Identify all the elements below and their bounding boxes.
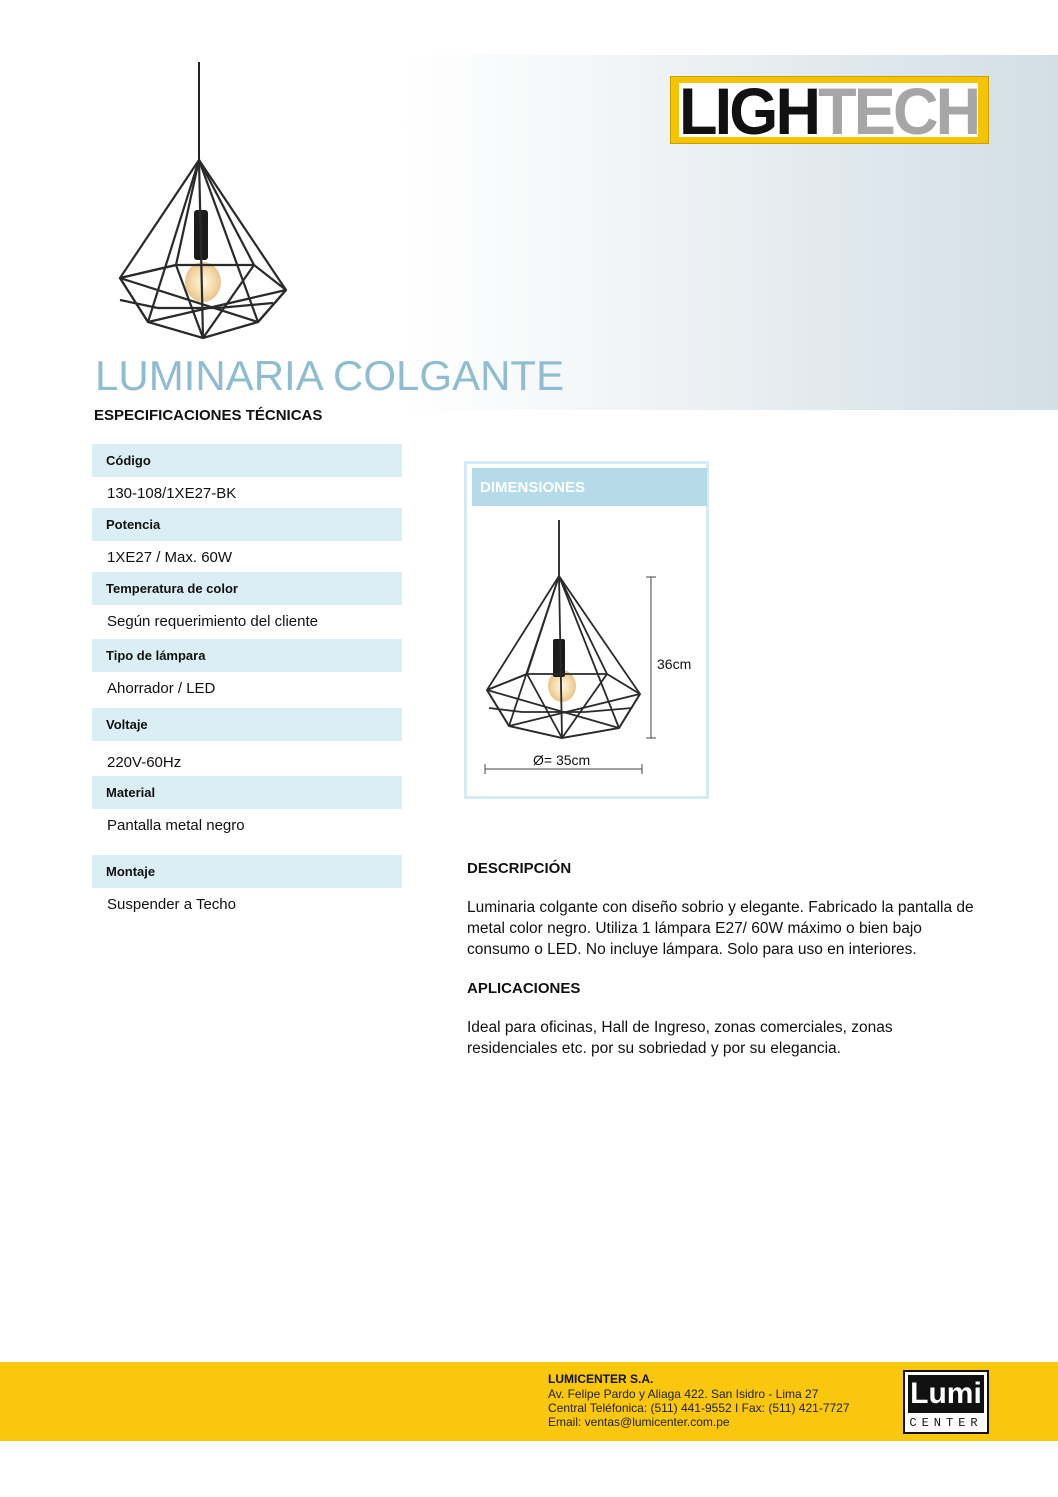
spec-value: 130-108/1XE27-BK	[107, 485, 237, 502]
lightech-logo	[670, 76, 989, 144]
spec-value: Según requerimiento del cliente	[107, 613, 318, 630]
spec-label: Potencia	[92, 508, 402, 541]
lumi-logo-top: Lumi	[908, 1375, 984, 1413]
spec-montaje	[92, 855, 402, 913]
footer-email[interactable]: Email: ventas@lumicenter.com.pe	[548, 1415, 730, 1429]
dimensions-heading: DIMENSIONES	[472, 468, 707, 506]
spec-value: Suspender a Techo	[107, 896, 236, 913]
spec-codigo	[92, 444, 402, 502]
lumi-logo-bottom: CENTER	[909, 1416, 983, 1430]
applications-heading: APLICACIONES	[467, 980, 581, 997]
footer-band	[0, 1362, 1058, 1441]
spec-label: Voltaje	[92, 708, 402, 741]
lumicenter-logo	[903, 1370, 989, 1434]
footer-phone: Central Teléfonica: (511) 441-9552 I Fax: (511) 421-7727	[548, 1401, 850, 1415]
spec-label: Tipo de lámpara	[92, 639, 402, 672]
spec-tipo-lampara	[92, 639, 402, 697]
spec-temperatura	[92, 572, 402, 630]
dimensions-panel	[464, 461, 709, 799]
spec-voltaje	[92, 708, 402, 771]
description-heading: DESCRIPCIÓN	[467, 860, 572, 877]
spec-potencia	[92, 508, 402, 566]
spec-value: Pantalla metal negro	[107, 817, 245, 834]
spec-label: Temperatura de color	[92, 572, 402, 605]
dimension-drawing	[467, 464, 706, 796]
spec-label: Código	[92, 444, 402, 477]
specs-heading: ESPECIFICACIONES TÉCNICAS	[94, 407, 323, 424]
page-title: LUMINARIA COLGANTE	[95, 352, 565, 399]
height-label: 36cm	[657, 656, 692, 672]
applications-text: Ideal para oficinas, Hall de Ingreso, zonas comerciales, zonas residenciales etc. por su sobriedad y por su elegancia.	[467, 1019, 893, 1057]
logo-text-light: TECH	[818, 83, 978, 137]
diameter-label: Ø= 35cm	[533, 752, 591, 768]
spec-value: 1XE27 / Max. 60W	[107, 549, 233, 566]
product-photo	[108, 60, 298, 350]
footer-address: Av. Felipe Pardo y Aliaga 422. San Isidro - Lima 27	[548, 1387, 819, 1401]
spec-material	[92, 776, 402, 834]
spec-label: Material	[92, 776, 402, 809]
logo-text-dark: LIGH	[679, 83, 819, 137]
spec-label: Montaje	[92, 855, 402, 888]
spec-value: 220V-60Hz	[107, 754, 182, 771]
description-text: Luminaria colgante con diseño sobrio y elegante. Fabricado la pantalla de metal color negro. Utiliza 1 lámpara E27/ 60W máximo o bien bajo consumo o LED. No incluye lámpara. Solo para uso en interiores.	[467, 899, 974, 958]
footer-company: LUMICENTER S.A.	[548, 1372, 654, 1386]
spec-value: Ahorrador / LED	[107, 680, 216, 697]
